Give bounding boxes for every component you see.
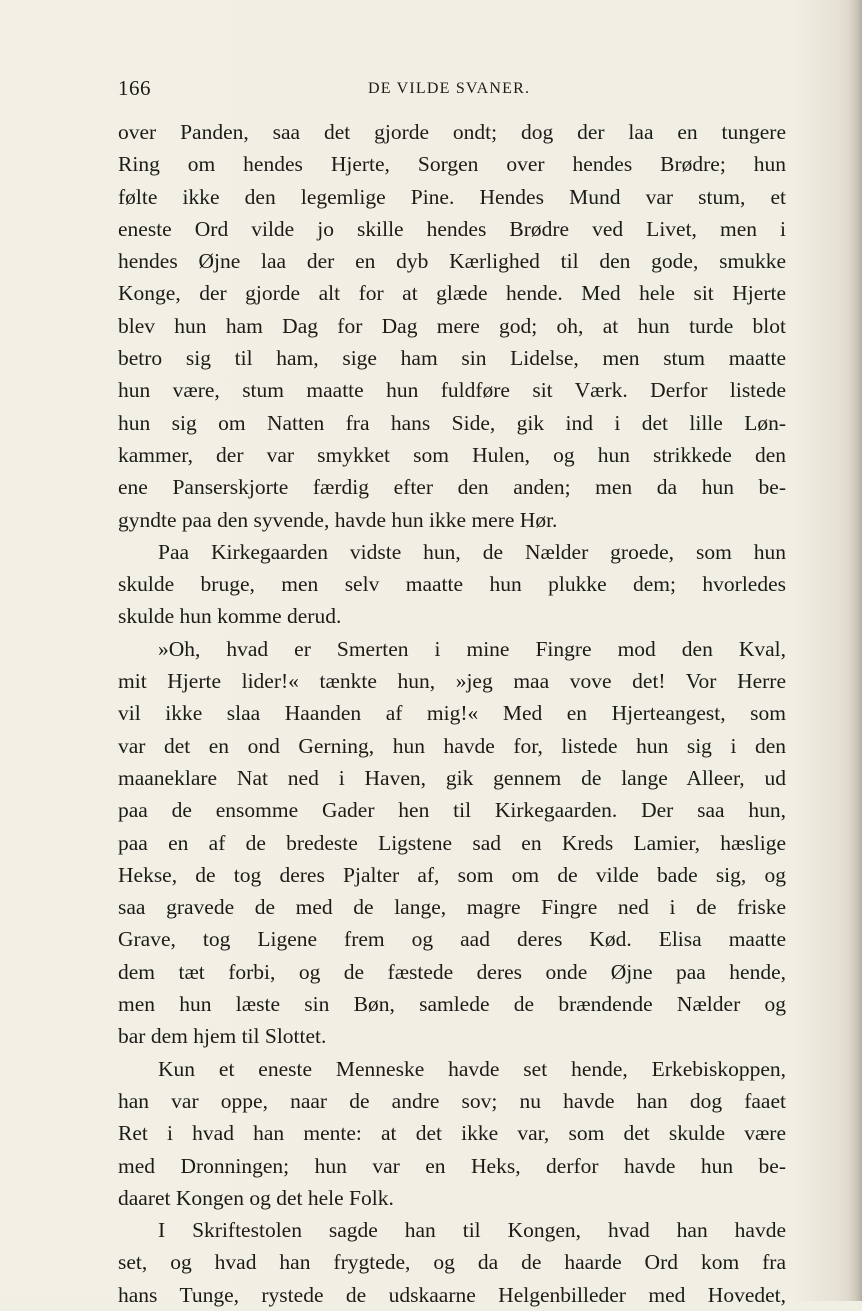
text-line: I Skriftestolen sagde han til Kongen, hvad han havde bbox=[158, 1218, 786, 1243]
text-line: han var oppe, naar de andre sov; nu havde han dog faaet bbox=[118, 1088, 786, 1113]
text-line: Ret i hvad han mente: at det ikke var, som det skulde være bbox=[118, 1121, 786, 1146]
page-edge-shadow bbox=[848, 0, 862, 1301]
text-line: Hekse, de tog deres Pjalter af, som om de vilde bade sig, og bbox=[118, 862, 786, 887]
text-line: hun være, stum maatte hun fuldføre sit Værk. Derfor listede bbox=[118, 378, 786, 403]
text-line: saa gravede de med de lange, magre Fingre ned i de friske bbox=[118, 895, 786, 920]
text-line: set, og hvad han frygtede, og da de haarde Ord kom fra bbox=[118, 1250, 786, 1275]
text-line: skulde bruge, men selv maatte hun plukke dem; hvorledes bbox=[118, 572, 786, 597]
text-line: Ring om hendes Hjerte, Sorgen over hendes Brødre; hun bbox=[118, 152, 786, 177]
text-line: hendes Øjne laa der en dyb Kærlighed til den gode, smukke bbox=[118, 249, 786, 274]
page-number: 166 bbox=[118, 76, 151, 100]
text-line: bar dem hjem til Slottet. bbox=[118, 1024, 327, 1049]
text-line: Paa Kirkegaarden vidste hun, de Nælder groede, som hun bbox=[158, 539, 786, 564]
text-line: eneste Ord vilde jo skille hendes Brødre ved Livet, men i bbox=[118, 216, 786, 241]
text-line: blev hun ham Dag for Dag mere god; oh, at hun turde blot bbox=[118, 313, 786, 338]
text-line: maaneklare Nat ned i Haven, gik gennem de lange Alleer, ud bbox=[118, 765, 786, 790]
text-line: men hun læste sin Bøn, samlede de brændende Nælder og bbox=[118, 992, 786, 1017]
text-line: hans Tunge, rystede de udskaarne Helgenbilleder med Hovedet, bbox=[118, 1282, 786, 1307]
running-head bbox=[118, 76, 786, 108]
text-line: følte ikke den legemlige Pine. Hendes Mund var stum, et bbox=[118, 184, 786, 209]
text-line: paa en af de bredeste Ligstene sad en Kreds Lamier, hæslige bbox=[118, 830, 786, 855]
text-line: mit Hjerte lider!« tænkte hun, »jeg maa vove det! Vor Herre bbox=[118, 669, 786, 694]
text-line: vil ikke slaa Haanden af mig!« Med en Hjerteangest, som bbox=[118, 701, 786, 726]
text-line: Kun et eneste Menneske havde set hende, Erkebiskoppen, bbox=[158, 1056, 786, 1081]
text-line: paa de ensomme Gader hen til Kirkegaarden. Der saa hun, bbox=[118, 798, 786, 823]
body-text bbox=[118, 116, 786, 1311]
text-line: hun sig om Natten fra hans Side, gik ind i det lille Løn- bbox=[118, 410, 786, 435]
text-line: Konge, der gjorde alt for at glæde hende. Med hele sit Hjerte bbox=[118, 281, 786, 306]
text-line: ene Panserskjorte færdig efter den anden; men da hun be- bbox=[118, 475, 786, 500]
running-title: DE VILDE SVANER. bbox=[368, 80, 531, 97]
text-line: over Panden, saa det gjorde ondt; dog der laa en tungere bbox=[118, 120, 786, 144]
text-line: »Oh, hvad er Smerten i mine Fingre mod den Kval, bbox=[158, 636, 786, 661]
text-line: med Dronningen; hun var en Heks, derfor havde hun be- bbox=[118, 1153, 786, 1178]
text-line: dem tæt forbi, og de fæstede deres onde Øjne paa hende, bbox=[118, 959, 786, 984]
text-line: gyndte paa den syvende, havde hun ikke mere Hør. bbox=[118, 507, 558, 532]
text-line: var det en ond Gerning, hun havde for, listede hun sig i den bbox=[118, 733, 786, 758]
text-line: daaret Kongen og det hele Folk. bbox=[118, 1185, 394, 1210]
text-line: Grave, tog Ligene frem og aad deres Kød. Elisa maatte bbox=[118, 927, 786, 952]
text-line: skulde hun komme derud. bbox=[118, 604, 342, 629]
text-line: betro sig til ham, sige ham sin Lidelse, men stum maatte bbox=[118, 346, 786, 371]
text-line: kammer, der var smykket som Hulen, og hun strikkede den bbox=[118, 442, 786, 467]
